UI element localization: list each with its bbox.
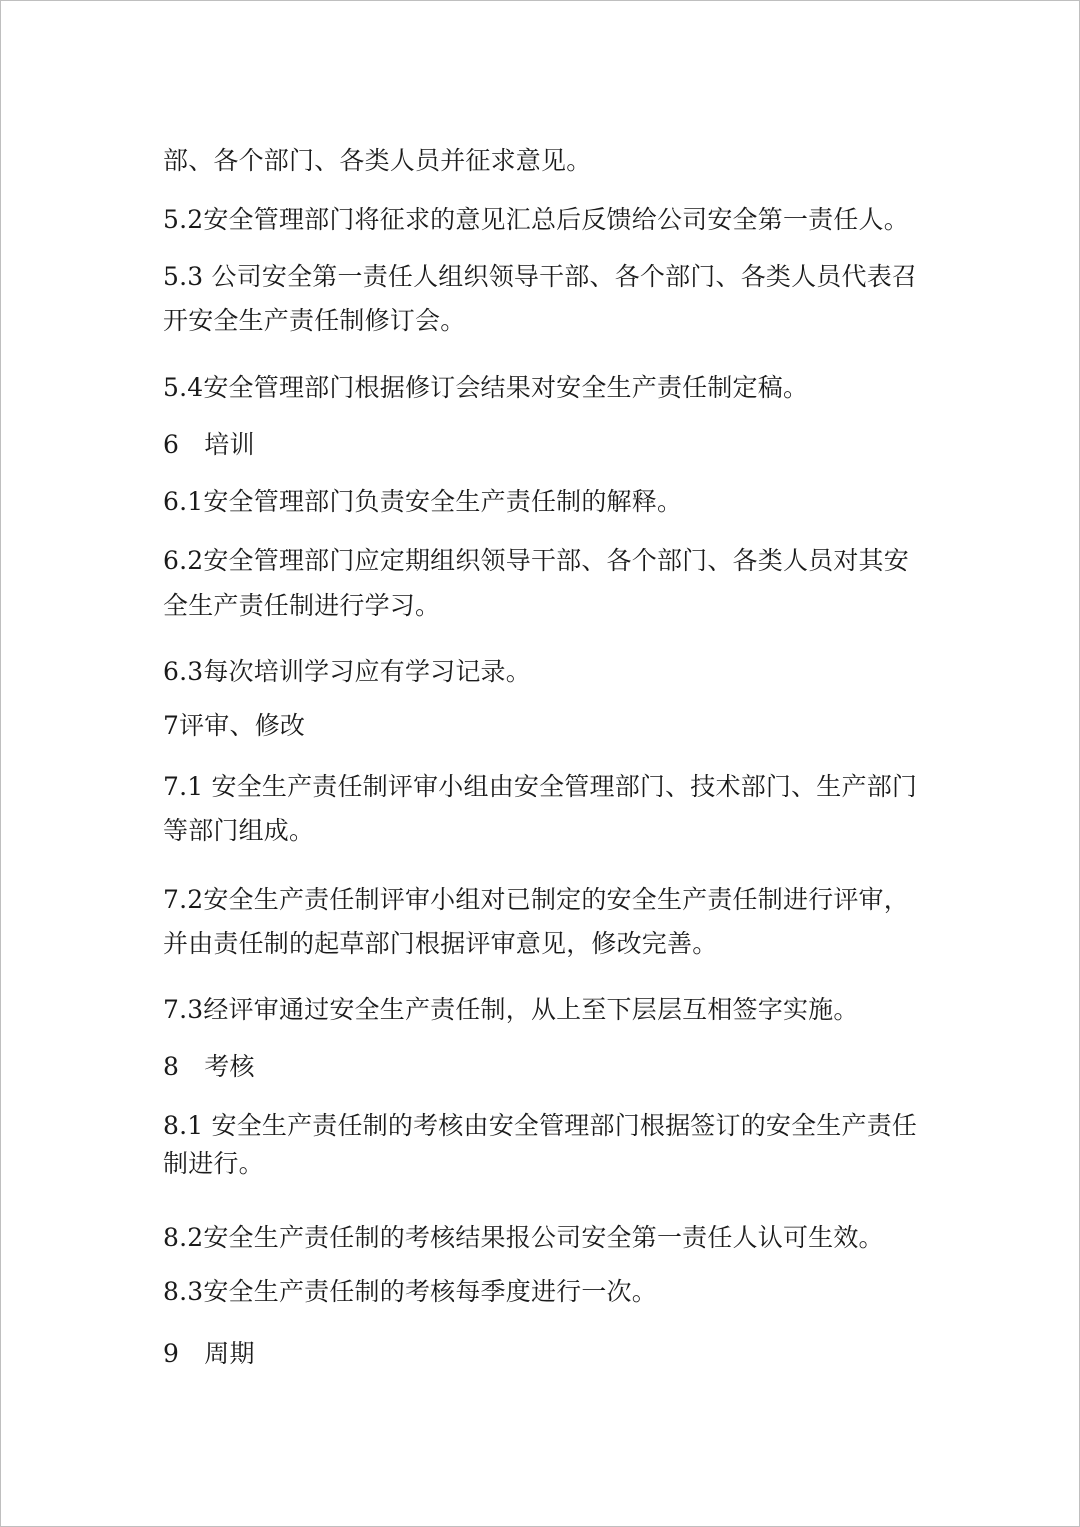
text-line: 开安全生产责任制修订会。: [163, 306, 466, 335]
text-line: 7.1 安全生产责任制评审小组由安全管理部门、技术部门、生产部门: [163, 772, 918, 801]
text-line: 8.2安全生产责任制的考核结果报公司安全第一责任人认可生效。: [163, 1223, 884, 1252]
text-line: 7.3经评审通过安全生产责任制，从上至下层层互相签字实施。: [163, 995, 859, 1024]
text-line: 等部门组成。: [163, 816, 315, 845]
text-line: 6.3每次培训学习应有学习记录。: [163, 657, 531, 686]
text-line: 6.1安全管理部门负责安全生产责任制的解释。: [163, 487, 683, 516]
text-line: 5.3 公司安全第一责任人组织领导干部、各个部门、各类人员代表召: [163, 262, 918, 291]
text-line: 并由责任制的起草部门根据评审意见，修改完善。: [163, 929, 718, 958]
text-line: 8.1 安全生产责任制的考核由安全管理部门根据签订的安全生产责任: [163, 1111, 918, 1140]
section-heading: 6 培训: [163, 430, 255, 459]
section-heading: 8 考核: [163, 1052, 255, 1081]
text-line: 全生产责任制进行学习。: [163, 591, 441, 620]
text-line: 8.3安全生产责任制的考核每季度进行一次。: [163, 1277, 657, 1306]
text-line: 5.2安全管理部门将征求的意见汇总后反馈给公司安全第一责任人。: [163, 205, 909, 234]
text-line: 制进行。: [163, 1149, 264, 1178]
text-line: 7.2安全生产责任制评审小组对已制定的安全生产责任制进行评审，: [163, 885, 909, 914]
section-heading: 7评审、修改: [163, 711, 306, 740]
text-line: 5.4安全管理部门根据修订会结果对安全生产责任制定稿。: [163, 373, 809, 402]
text-line: 6.2安全管理部门应定期组织领导干部、各个部门、各类人员对其安: [163, 546, 909, 575]
text-line: 部、各个部门、各类人员并征求意见。: [163, 146, 592, 175]
section-heading: 9 周期: [163, 1339, 255, 1368]
